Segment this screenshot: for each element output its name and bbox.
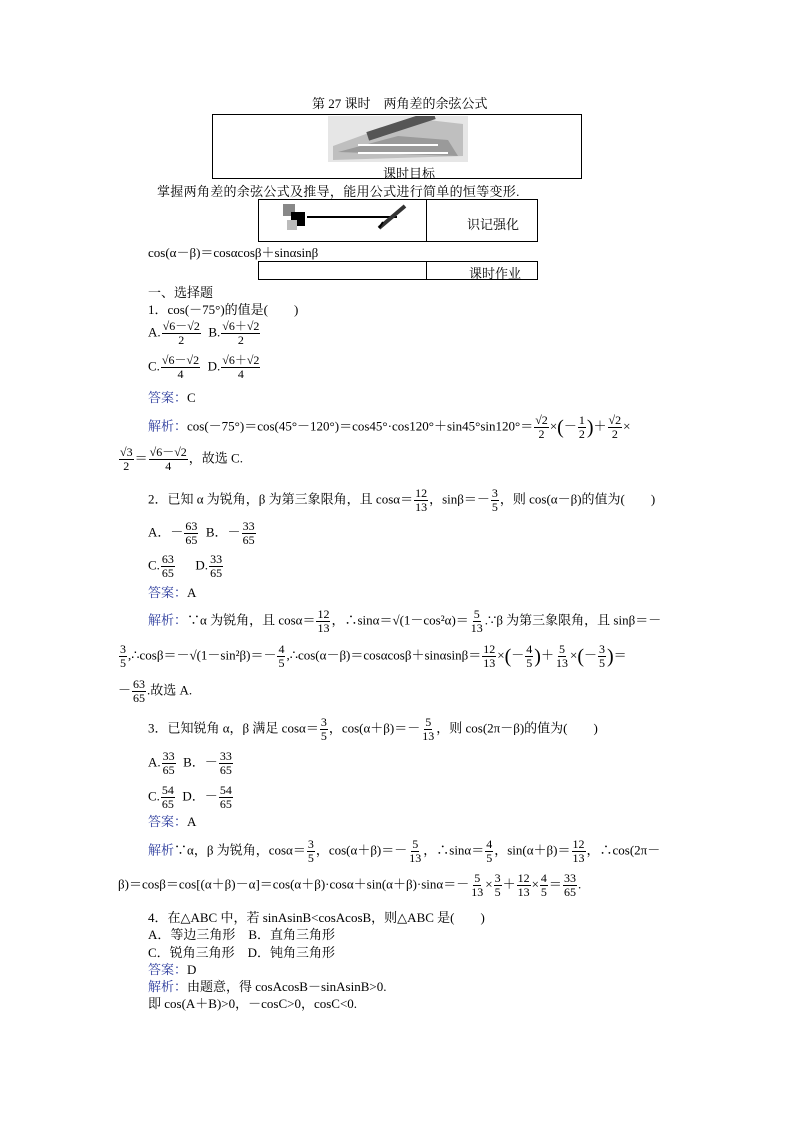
q1-analysis-2: $\frac{√3}{2}$ ＝ $\frac{√6-√2}{4}$ ，故选 C.	[120, 445, 243, 473]
q2-analysis-1: 解析：∵α 为锐角，且 cosα＝ $\frac{12}{13}$ ，∴sinα＝√(1－cos²α)＝ $\frac{5}{13}$ .∵β 为第三象限角，且 sinβ＝－	[148, 607, 662, 635]
q1-answer: 答案：C	[148, 390, 196, 405]
goal-box	[212, 114, 582, 179]
memory-divider	[426, 200, 427, 241]
q3-analysis-2: β)＝cosβ＝cos[(α＋β)－α]＝cos(α＋β)·cosα＋sin(α＋β)·sinα＝－ $\frac{5}{13}$ × $\frac{3}{5}$ ＋ $\frac{12}{13}$ × $\frac{4}{5}$ ＝ $\frac{33}{65}$ .	[118, 871, 582, 899]
q1-options-ab: A. $\frac{√6-√2}{2}$ B. $\frac{√6+√2}{2}$	[148, 319, 260, 347]
memory-box	[258, 199, 538, 242]
q4-options-ab: A．等边三角形 B．直角三角形	[148, 927, 336, 942]
q2-analysis-2: $\frac{3}{5}$ ,∴cosβ＝－√(1－sin²β)＝－ $\frac{4}{5}$ ,∴cos(α－β)＝cosαcosβ＋sinαsinβ＝ $\frac{12}{13}$ ×(－ $\frac{4}{5}$ )＋ $\frac{5}{13}$ ×(－ $\frac{3}{5}$ )＝	[120, 642, 627, 670]
q1-stem: 1．cos(－75°)的值是( )	[148, 302, 299, 317]
q3-options-cd: C. $\frac{54}{65}$ D．－ $\frac{54}{65}$	[148, 783, 232, 811]
memory-label: 识记强化	[467, 217, 520, 232]
goal-label: 课时目标	[383, 166, 436, 181]
q2-options-ab: A．－ $\frac{63}{65}$ B．－ $\frac{33}{65}$	[148, 519, 255, 547]
homework-divider	[426, 262, 427, 279]
q4-answer: 答案：D	[148, 962, 197, 977]
q4-options-cd: C．锐角三角形 D．钝角三角形	[148, 945, 336, 960]
q4-analysis-2: 即 cos(A＋B)>0，－cosC>0，cosC<0.	[148, 996, 358, 1011]
q1-options-cd: C. $\frac{√6-√2}{4}$ D. $\frac{√6+√2}{4}$	[148, 353, 260, 381]
formula: cos(α－β)＝cosαcosβ＋sinαsinβ	[148, 245, 319, 260]
q2-options-cd: C. $\frac{63}{65}$ D. $\frac{33}{65}$	[148, 552, 223, 580]
homework-label: 课时作业	[469, 266, 522, 281]
q2-analysis-3: － $\frac{63}{65}$ .故选 A.	[118, 677, 193, 705]
page-title: 第 27 课时 两角差的余弦公式	[312, 96, 488, 111]
section-heading: 一、选择题	[148, 285, 214, 300]
homework-box	[258, 261, 538, 280]
q3-stem: 3．已知锐角 α，β 满足 cosα＝ $\frac{3}{5}$ ，cos(α＋β)＝－ $\frac{5}{13}$ ，则 cos(2π－β)的值为( )	[148, 715, 598, 743]
pen-illustration	[328, 116, 468, 162]
q2-stem: 2．已知 α 为锐角，β 为第三象限角，且 cosα＝ $\frac{12}{13}$ ，sinβ＝－ $\frac{3}{5}$ ，则 cos(α－β)的值为( )	[148, 486, 656, 514]
squares-pen-icon	[279, 202, 409, 238]
q1-analysis-1: 解析：cos(－75°)＝cos(45°－120°)＝cos45°·cos120°＋sin45°sin120°＝ $\frac{√2}{2}$ ×(－ $\frac{1}{2}$ )＋ $\frac{√2}{2}$ ×	[148, 413, 631, 441]
q2-answer: 答案：A	[148, 585, 197, 600]
q4-stem: 4．在△ABC 中，若 sinAsinB<cosAcosB，则△ABC 是( )	[148, 910, 485, 925]
q3-options-ab: A. $\frac{33}{65}$ B．－ $\frac{33}{65}$	[148, 749, 232, 777]
goal-text: 掌握两角差的余弦公式及推导，能用公式进行简单的恒等变形.	[157, 184, 520, 199]
q3-analysis-1: 解析∵α，β 为锐角，cosα＝ $\frac{3}{5}$ ，cos(α＋β)＝－ $\frac{5}{13}$ ，∴sinα＝ $\frac{4}{5}$ ，sin(α＋β)＝ $\frac{12}{13}$ ，∴cos(2π－	[148, 837, 661, 865]
q3-answer: 答案：A	[148, 814, 197, 829]
q4-analysis-1: 解析：由题意，得 cosAcosB－sinAsinB>0.	[148, 979, 387, 994]
